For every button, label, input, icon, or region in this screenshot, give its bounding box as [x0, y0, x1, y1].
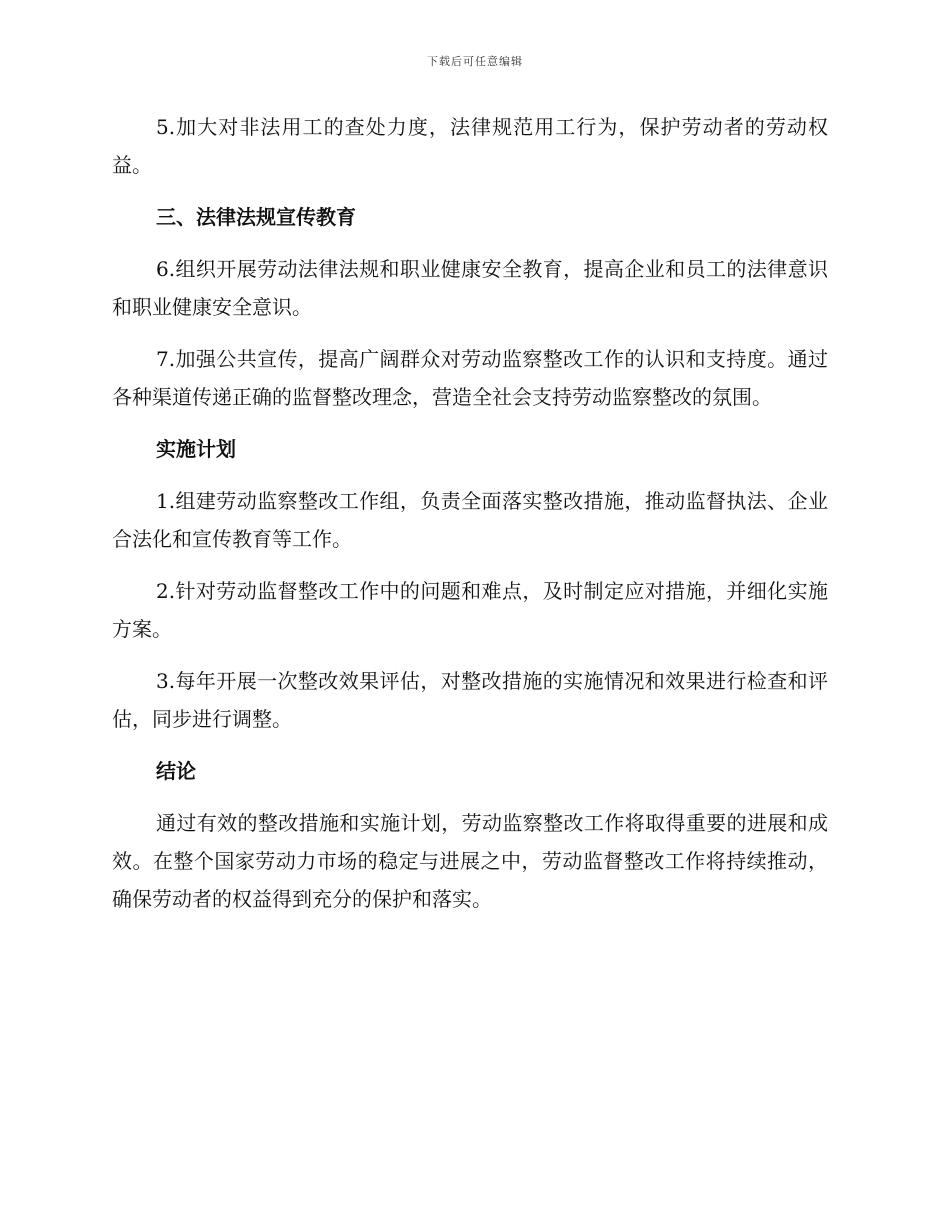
section-heading-publicity-education: 三、法律法规宣传教育	[156, 205, 356, 229]
paragraph-plan-2: 2.针对劳动监督整改工作中的问题和难点，及时制定应对措施，并细化实施方案。	[112, 579, 828, 641]
paragraph-item-5: 5.加大对非法用工的查处力度，法律规范用工行为，保护劳动者的劳动权益。	[112, 115, 828, 177]
section-heading-conclusion: 结论	[156, 759, 196, 783]
paragraph-plan-1: 1.组建劳动监察整改工作组，负责全面落实整改措施，推动监督执法、企业合法化和宣传教育等工作。	[112, 489, 828, 551]
section-heading-implementation-plan: 实施计划	[156, 437, 236, 461]
document-body	[112, 108, 828, 918]
paragraph-item-6: 6.组织开展劳动法律法规和职业健康安全教育，提高企业和员工的法律意识和职业健康安全意识。	[112, 257, 828, 319]
paragraph-item-7: 7.加强公共宣传，提高广阔群众对劳动监察整改工作的认识和支持度。通过各种渠道传递正确的监督整改理念，营造全社会支持劳动监察整改的氛围。	[112, 347, 828, 409]
paragraph-plan-3: 3.每年开展一次整改效果评估，对整改措施的实施情况和效果进行检查和评估，同步进行调整。	[112, 669, 828, 731]
header-note: 下载后可任意编辑	[427, 55, 523, 68]
paragraph-conclusion: 通过有效的整改措施和实施计划，劳动监察整改工作将取得重要的进展和成效。在整个国家劳动力市场的稳定与进展之中，劳动监督整改工作将持续推动，确保劳动者的权益得到充分的保护和落实。	[112, 811, 828, 911]
